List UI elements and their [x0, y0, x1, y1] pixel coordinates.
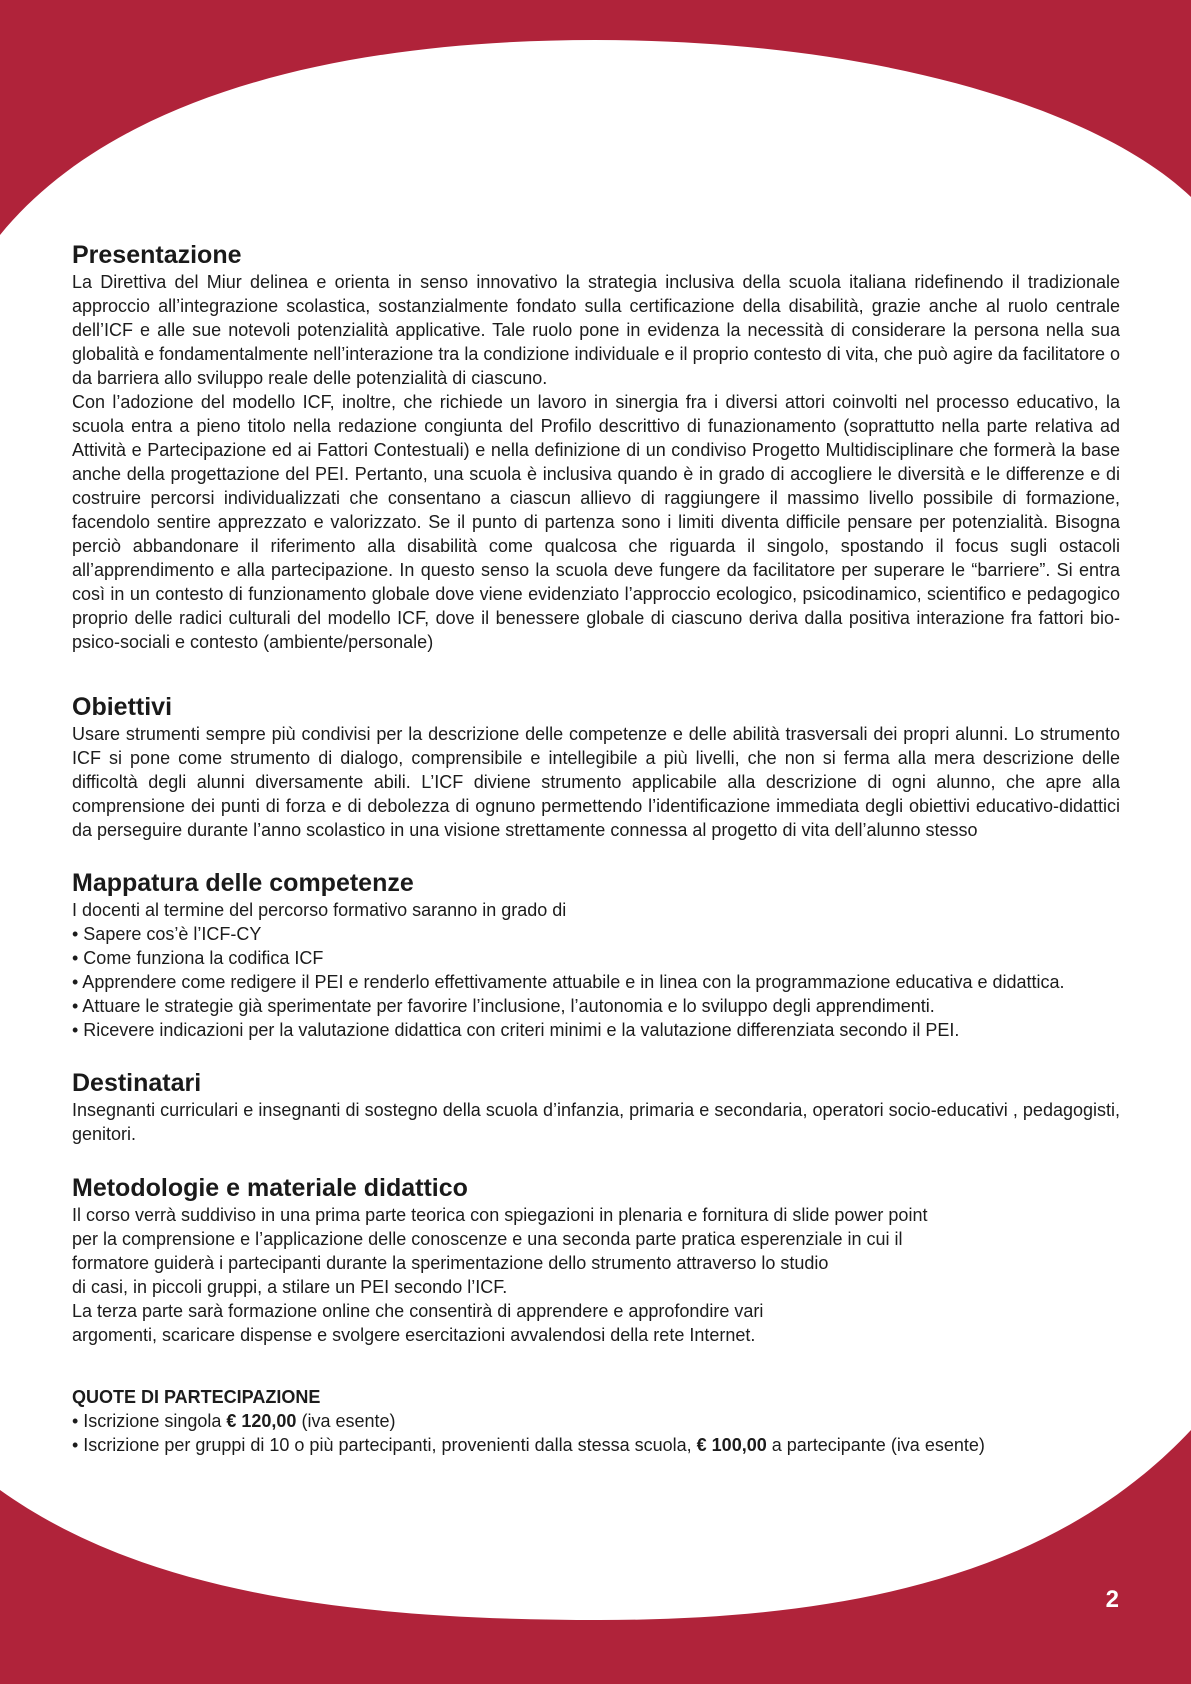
metodologie-line: Il corso verrà suddiviso in una prima parte teorica con spiegazioni in plenaria e fornitura di slide power point — [72, 1205, 928, 1225]
paragraph-presentazione-1: La Direttiva del Miur delinea e orienta in senso innovativo la strategia inclusiva della scuola italiana ridefinendo il tradizionale approccio all’integrazione scolastica, sostanzialmente fondato sulla certificazione della disabilità, grazie anche al ruolo centrale dell’ICF e alle sue notevoli potenzialità applicative. Tale ruolo pone in evidenza la necessità di considerare la persona nella sua globalità e fondamentalmente nell’interazione tra la condizione individuale e il proprio contesto di vita, che può agire da facilitatore o da barriera allo sviluppo reale delle potenzialità di ciascuno. — [72, 272, 1120, 388]
metodologie-line: di casi, in piccoli gruppi, a stilare un PEI secondo l’ICF. — [72, 1277, 508, 1297]
mappatura-intro: I docenti al termine del percorso formativo saranno in grado di — [72, 900, 567, 920]
mappatura-list — [72, 922, 1120, 1042]
list-item: • Apprendere come redigere il PEI e renderlo effettivamente attuabile e in linea con la programmazione educativa e didattica. — [72, 972, 1065, 992]
section-mappatura — [72, 868, 1120, 1042]
list-item: • Sapere cos’è l’ICF-CY — [72, 924, 262, 944]
quote-item-label: • Iscrizione singola — [72, 1411, 227, 1431]
heading-mappatura: Mappatura delle competenze — [72, 869, 414, 897]
page-content — [72, 240, 1120, 1457]
price-singola: € 120,00 — [226, 1411, 297, 1431]
paragraph-destinatari: Insegnanti curriculari e insegnanti di sostegno della scuola d’infanzia, primaria e secondaria, operatori socio-educativi , pedagogisti, genitori. — [72, 1100, 1120, 1144]
top-red-band — [0, 0, 1191, 235]
section-destinatari — [72, 1068, 1120, 1146]
section-obiettivi — [72, 692, 1120, 842]
paragraph-obiettivi: Usare strumenti sempre più condivisi per la descrizione delle competenze e delle abilità trasversali dei propri alunni. Lo strumento ICF si pone come strumento di dialogo, comprensibile e intellegibile a più livelli, che non si ferma alla mera descrizione delle difficoltà degli alunni diversamente abili. L’ICF diviene strumento applicabile alla descrizione di ogni alunno, che apre alla comprensione dei punti di forza e di debolezza di ognuno permettendo l’identificazione immediata degli obiettivi educativo-didattici da perseguire durante l’anno scolastico in una visione strettamente connessa al progetto di vita dell’alunno stesso — [72, 724, 1120, 840]
quote-item-singola — [72, 1409, 1120, 1433]
bottom-red-band — [0, 1430, 1191, 1684]
heading-quote: QUOTE DI PARTECIPAZIONE — [72, 1387, 321, 1407]
section-metodologie — [72, 1173, 1120, 1347]
quote-item-note: (iva esente) — [296, 1411, 396, 1431]
price-gruppi: € 100,00 — [696, 1435, 767, 1455]
quote-item-note: a partecipante (iva esente) — [766, 1435, 985, 1455]
heading-obiettivi: Obiettivi — [72, 693, 173, 721]
metodologie-line: argomenti, scaricare dispense e svolgere esercitazioni avvalendosi della rete Internet. — [72, 1325, 756, 1345]
heading-presentazione: Presentazione — [72, 241, 242, 269]
heading-metodologie: Metodologie e materiale didattico — [72, 1174, 468, 1202]
quote-item-label: • Iscrizione per gruppi di 10 o più partecipanti, provenienti dalla stessa scuola, — [72, 1435, 697, 1455]
list-item: • Attuare le strategie già sperimentate per favorire l’inclusione, l’autonomia e lo sviluppo degli apprendimenti. — [72, 996, 935, 1016]
metodologie-line: La terza parte sarà formazione online che consentirà di apprendere e approfondire vari — [72, 1301, 764, 1321]
metodologie-line: per la comprensione e l’applicazione delle conoscenze e una seconda parte pratica esperenziale in cui il — [72, 1229, 903, 1249]
section-quote — [72, 1385, 1120, 1457]
page-number: 2 — [1105, 1586, 1119, 1613]
paragraph-presentazione-2: Con l’adozione del modello ICF, inoltre, che richiede un lavoro in sinergia fra i diversi attori coinvolti nel processo educativo, la scuola entra a pieno titolo nella redazione congiunta del Profilo descrittivo di funazionamento (soprattutto nella parte relativa ad Attività e Partecipazione ed ai Fattori Contestuali) e nella definizione di un condiviso Progetto Multidisciplinare che formerà la base anche della progettazione del PEI. Pertanto, una scuola è inclusiva quando è in grado di accogliere le diversità e le differenze e di costruire percorsi individualizzati che consentano a ciascun allievo di raggiungere il massimo livello possibile di formazione, facendolo sentire apprezzato e valorizzato. Se il punto di partenza sono i limiti diventa difficile pensare per potenzialità. Bisogna perciò abbandonare il riferimento alla disabilità come qualcosa che riguarda il singolo, spostando il focus sugli ostacoli all’apprendimento e alla partecipazione. In questo senso la scuola deve fungere da facilitatore per superare le “barriere”. Si entra così in un contesto di funzionamento globale dove viene evidenziato l’approccio ecologico, psicodinamico, scientifico e pedagogico proprio delle radici culturali del modello ICF, dove il benessere globale di ciascuno deriva dalla positiva interazione fra fattori bio-psico-sociali e contesto (ambiente/personale) — [72, 392, 1120, 652]
list-item: • Ricevere indicazioni per la valutazione didattica con criteri minimi e la valutazione differenziata secondo il PEI. — [72, 1020, 960, 1040]
list-item: • Come funziona la codifica ICF — [72, 948, 324, 968]
heading-destinatari: Destinatari — [72, 1069, 202, 1097]
quote-item-gruppi — [72, 1433, 1120, 1457]
section-presentazione — [72, 240, 1120, 654]
metodologie-line: formatore guiderà i partecipanti durante la sperimentazione dello strumento attraverso lo studio — [72, 1253, 829, 1273]
